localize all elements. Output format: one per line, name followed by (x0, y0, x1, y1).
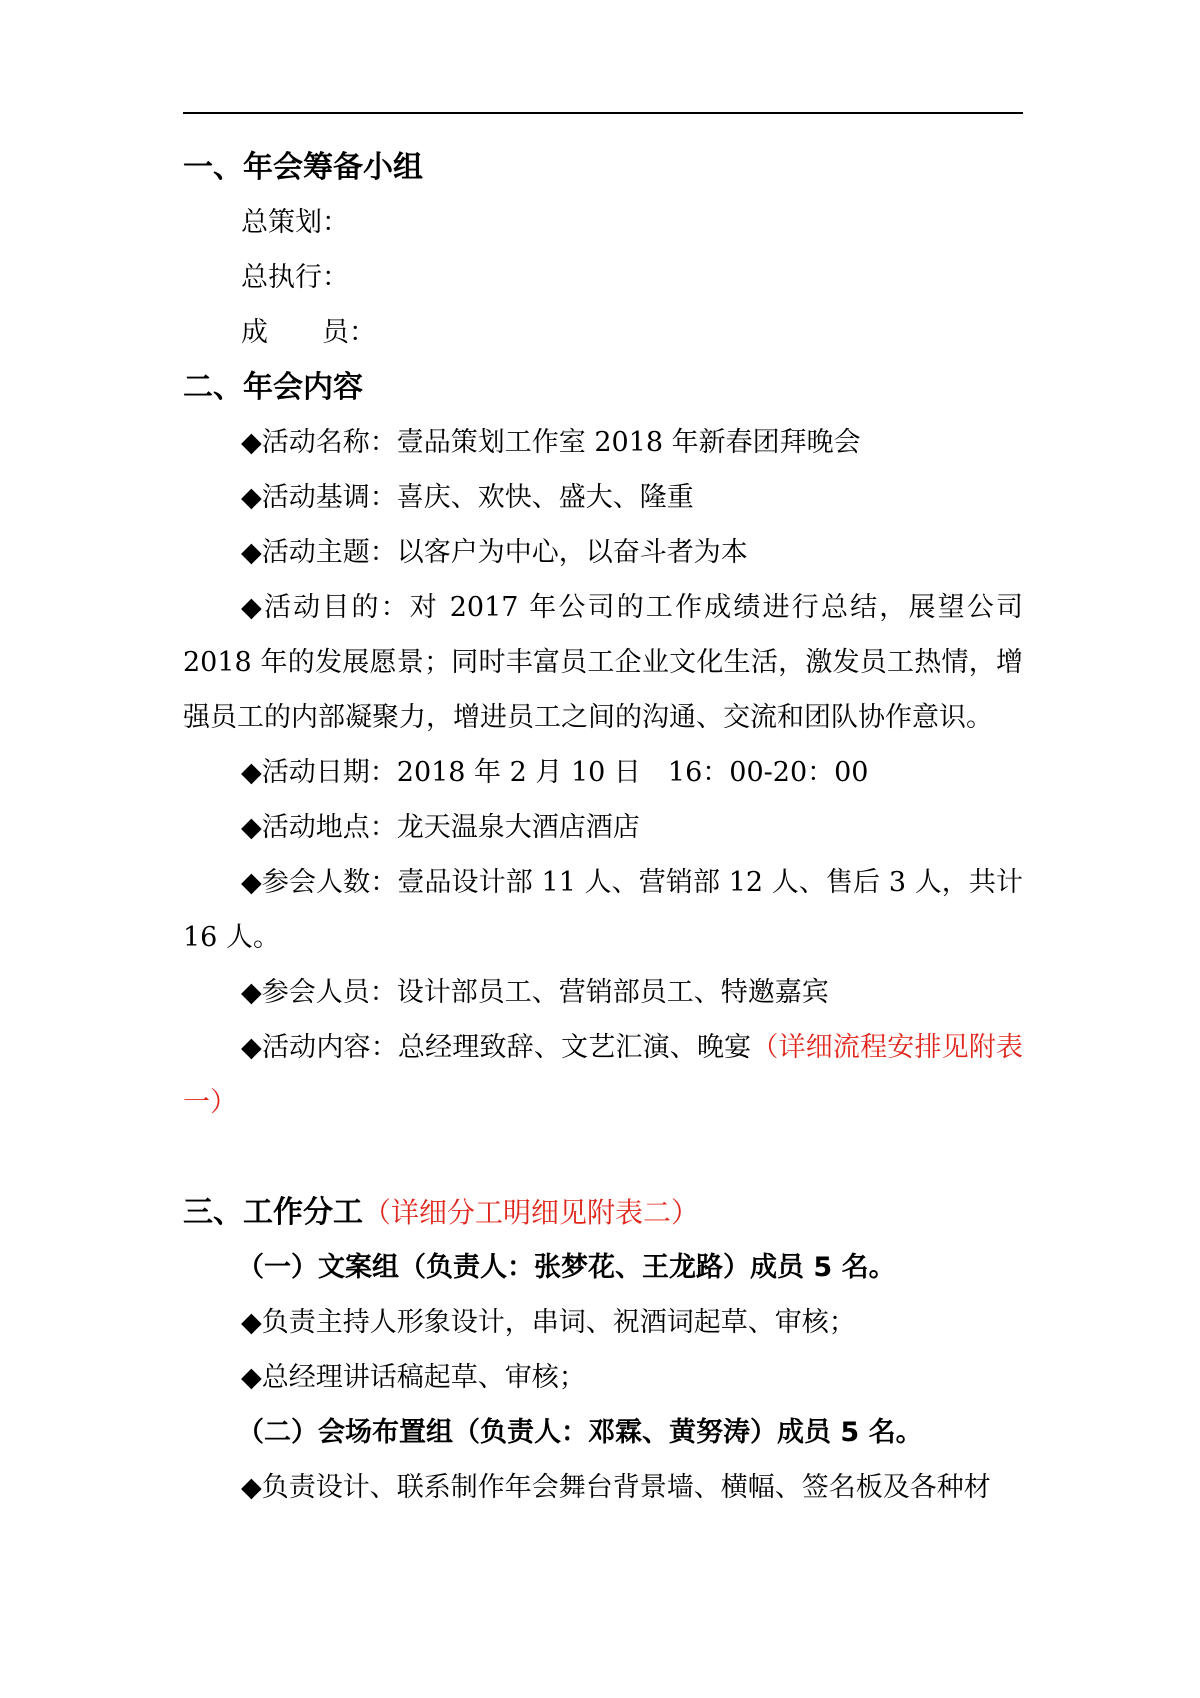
chief-executive-line: 总执行： (241, 262, 349, 293)
section-3-title-text: 三、工作分工 (183, 1195, 363, 1230)
group-2-heading: （二）会场布置组（负责人：邓霖、黄努涛）成员 5 名。 (237, 1417, 923, 1448)
attendees-item: ◆参会人员：设计部员工、营销部员工、特邀嘉宾 (241, 977, 829, 1008)
section-2-title: 二、年会内容 (183, 370, 363, 405)
activity-theme-item: ◆活动主题：以客户为中心，以奋斗者为本 (241, 537, 748, 568)
group-1-item: ◆总经理讲话稿起草、审核； (241, 1362, 586, 1393)
activity-name-item: ◆活动名称：壹品策划工作室 2018 年新春团拜晚会 (241, 427, 861, 458)
activity-tone-item: ◆活动基调：喜庆、欢快、盛大、隆重 (241, 482, 694, 513)
activity-purpose-item: ◆活动目的：对 2017 年公司的工作成绩进行总结，展望公司 2018 年的发展愿景；同时丰富员工企业文化生活，激发员工热情，增强员工的内部凝聚力，增进员工之间的沟通、交流和团队协作意识。 (183, 592, 1023, 733)
members-line: 成 员： (241, 317, 376, 348)
header-rule (183, 112, 1023, 114)
attendee-count-item: ◆参会人数：壹品设计部 11 人、营销部 12 人、售后 3 人，共计 16 人。 (183, 867, 1023, 953)
section-1-title: 一、年会筹备小组 (183, 150, 423, 185)
spacer (183, 1130, 1023, 1185)
chief-planner-line: 总策划： (241, 207, 349, 238)
activity-content-note: （详细流程安排见附表一） (183, 1032, 1024, 1118)
group-1-heading: （一）文案组（负责人：张梦花、王龙路）成员 5 名。 (237, 1252, 896, 1283)
activity-venue-item: ◆活动地点：龙天温泉大酒店酒店 (241, 812, 640, 843)
activity-content-item (183, 1020, 1023, 1130)
group-2-item: ◆负责设计、联系制作年会舞台背景墙、横幅、签名板及各种材 (241, 1472, 991, 1503)
activity-content-text: ◆活动内容：总经理致辞、文艺汇演、晚宴 (241, 1032, 752, 1063)
document-body (183, 140, 1023, 1515)
activity-date-item: ◆活动日期：2018 年 2 月 10 日 16：00-20：00 (241, 757, 869, 788)
group-1-item: ◆负责主持人形象设计，串词、祝酒词起草、审核； (241, 1307, 856, 1338)
section-3-title-note: （详细分工明细见附表二） (363, 1196, 700, 1229)
section-3-title (183, 1185, 1023, 1240)
